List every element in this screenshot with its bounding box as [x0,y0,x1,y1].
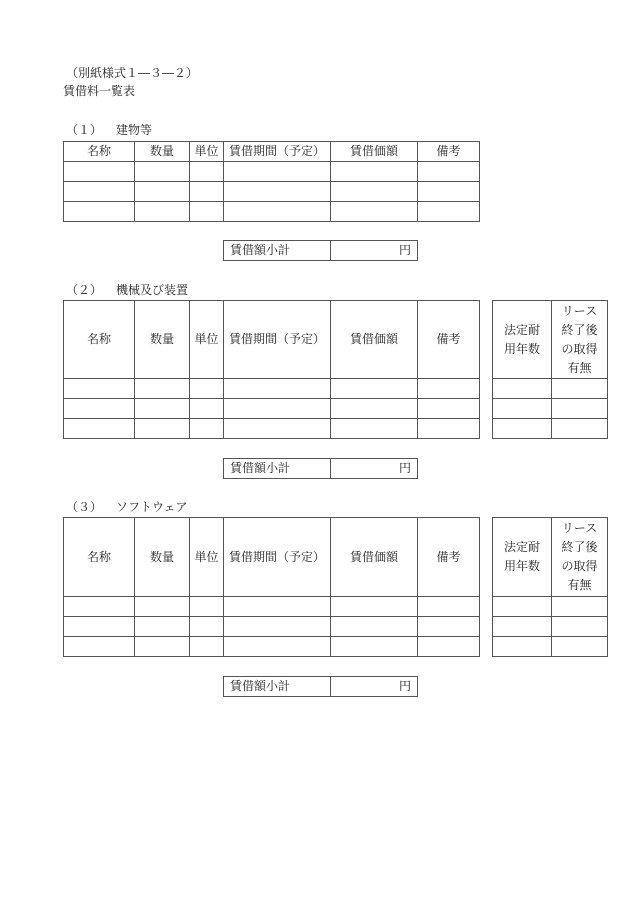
header-row [64,301,480,379]
cell-acquisition[interactable] [552,597,608,617]
table-row [493,617,608,637]
table-row [64,162,480,182]
cell-unit[interactable] [190,419,224,439]
section-2-table [63,300,480,439]
cell-amount[interactable] [331,597,418,617]
cell-amount[interactable] [331,182,418,202]
cell-remarks[interactable] [418,617,480,637]
cell-remarks[interactable] [418,162,480,182]
cell-amount[interactable] [331,162,418,182]
section-1-subtotal [223,240,418,261]
section-2-heading [66,282,188,298]
table-row [493,379,608,399]
col-header-name: 名称 [64,301,135,379]
header-row [64,518,480,597]
section-number: （２） [66,283,103,297]
document-title: 賃借料一覧表 [63,84,136,98]
cell-quantity[interactable] [135,419,190,439]
col-header-name: 名称 [64,518,135,597]
table-row [493,399,608,419]
subtotal-label: 賃借額小計 [224,459,331,479]
cell-period[interactable] [224,419,331,439]
cell-period[interactable] [224,637,331,657]
subtotal-amount-field[interactable] [331,677,418,697]
section-label: 建物等 [116,123,153,137]
cell-unit[interactable] [190,162,224,182]
cell-name[interactable] [64,597,135,617]
section-2-subtotal [223,458,418,479]
cell-amount[interactable] [331,419,418,439]
cell-remarks[interactable] [418,419,480,439]
cell-amount[interactable] [331,637,418,657]
col-header-unit: 単位 [190,518,224,597]
table-row [493,637,608,657]
table-row [64,379,480,399]
cell-unit[interactable] [190,617,224,637]
header-row [493,518,608,597]
table-row [64,399,480,419]
cell-period[interactable] [224,379,331,399]
table-row [64,597,480,617]
subtotal-amount-field[interactable] [331,459,418,479]
section-1-heading [66,122,152,138]
col-header-quantity: 数量 [135,142,190,162]
col-header-period: 賃借期間（予定） [224,518,331,597]
cell-quantity[interactable] [135,202,190,222]
section-1-table [63,141,480,222]
cell-quantity[interactable] [135,162,190,182]
table-row [64,617,480,637]
cell-acquisition[interactable] [552,379,608,399]
yen-unit: 円 [398,461,411,475]
cell-period[interactable] [224,202,331,222]
table-row [64,202,480,222]
cell-remarks[interactable] [418,202,480,222]
cell-remarks[interactable] [418,637,480,657]
cell-unit[interactable] [190,379,224,399]
cell-unit[interactable] [190,202,224,222]
cell-unit[interactable] [190,597,224,617]
section-3-subtotal [223,676,418,697]
col-header-unit: 単位 [190,301,224,379]
cell-period[interactable] [224,617,331,637]
cell-useful-life[interactable] [493,617,552,637]
cell-quantity[interactable] [135,637,190,657]
section-number: （１） [66,123,103,137]
cell-name[interactable] [64,637,135,657]
subtotal-label: 賃借額小計 [224,677,331,697]
col-header-acquisition: リース終了後の取得有無 [552,518,608,597]
section-3-extra-table [492,517,608,657]
cell-period[interactable] [224,182,331,202]
cell-useful-life[interactable] [493,419,552,439]
cell-acquisition[interactable] [552,617,608,637]
cell-quantity[interactable] [135,182,190,202]
table-row [493,597,608,617]
cell-acquisition[interactable] [552,637,608,657]
col-header-acquisition: リース終了後の取得有無 [552,301,608,379]
cell-useful-life[interactable] [493,597,552,617]
section-2-extra-table [492,300,608,439]
cell-period[interactable] [224,399,331,419]
cell-remarks[interactable] [418,399,480,419]
cell-unit[interactable] [190,182,224,202]
cell-period[interactable] [224,162,331,182]
cell-useful-life[interactable] [493,379,552,399]
col-header-remarks: 備考 [418,518,480,597]
cell-quantity[interactable] [135,617,190,637]
col-header-period: 賃借期間（予定） [224,301,331,379]
cell-remarks[interactable] [418,379,480,399]
cell-quantity[interactable] [135,597,190,617]
col-header-useful-life: 法定耐用年数 [493,301,552,379]
cell-acquisition[interactable] [552,419,608,439]
col-header-remarks: 備考 [418,142,480,162]
table-row [64,419,480,439]
col-header-remarks: 備考 [418,301,480,379]
col-header-quantity: 数量 [135,301,190,379]
col-header-unit: 単位 [190,142,224,162]
cell-useful-life[interactable] [493,637,552,657]
col-header-amount: 賃借価額 [331,518,418,597]
section-3-table [63,517,480,657]
yen-unit: 円 [398,243,411,257]
section-3-heading [66,499,188,515]
cell-useful-life[interactable] [493,399,552,419]
col-header-name: 名称 [64,142,135,162]
col-header-useful-life: 法定耐用年数 [493,518,552,597]
cell-quantity[interactable] [135,399,190,419]
cell-name[interactable] [64,162,135,182]
section-number: （３） [66,500,103,514]
cell-remarks[interactable] [418,182,480,202]
cell-name[interactable] [64,419,135,439]
yen-unit: 円 [398,679,411,693]
col-header-amount: 賃借価額 [331,301,418,379]
cell-name[interactable] [64,399,135,419]
section-label: 機械及び装置 [116,283,189,297]
section-label: ソフトウェア [116,500,188,514]
cell-acquisition[interactable] [552,399,608,419]
table-row [64,182,480,202]
col-header-quantity: 数量 [135,518,190,597]
cell-name[interactable] [64,379,135,399]
subtotal-label: 賃借額小計 [224,241,331,261]
cell-name[interactable] [64,617,135,637]
cell-remarks[interactable] [418,597,480,617]
subtotal-amount-field[interactable] [331,241,418,261]
cell-name[interactable] [64,202,135,222]
cell-period[interactable] [224,597,331,617]
header-row [64,142,480,162]
cell-quantity[interactable] [135,379,190,399]
cell-name[interactable] [64,182,135,202]
cell-amount[interactable] [331,399,418,419]
cell-amount[interactable] [331,379,418,399]
table-row [493,419,608,439]
cell-amount[interactable] [331,617,418,637]
form-number: （別紙様式１―３―２） [66,66,199,80]
cell-unit[interactable] [190,637,224,657]
header-row [493,301,608,379]
cell-amount[interactable] [331,202,418,222]
col-header-period: 賃借期間（予定） [224,142,331,162]
col-header-amount: 賃借価額 [331,142,418,162]
cell-unit[interactable] [190,399,224,419]
table-row [64,637,480,657]
